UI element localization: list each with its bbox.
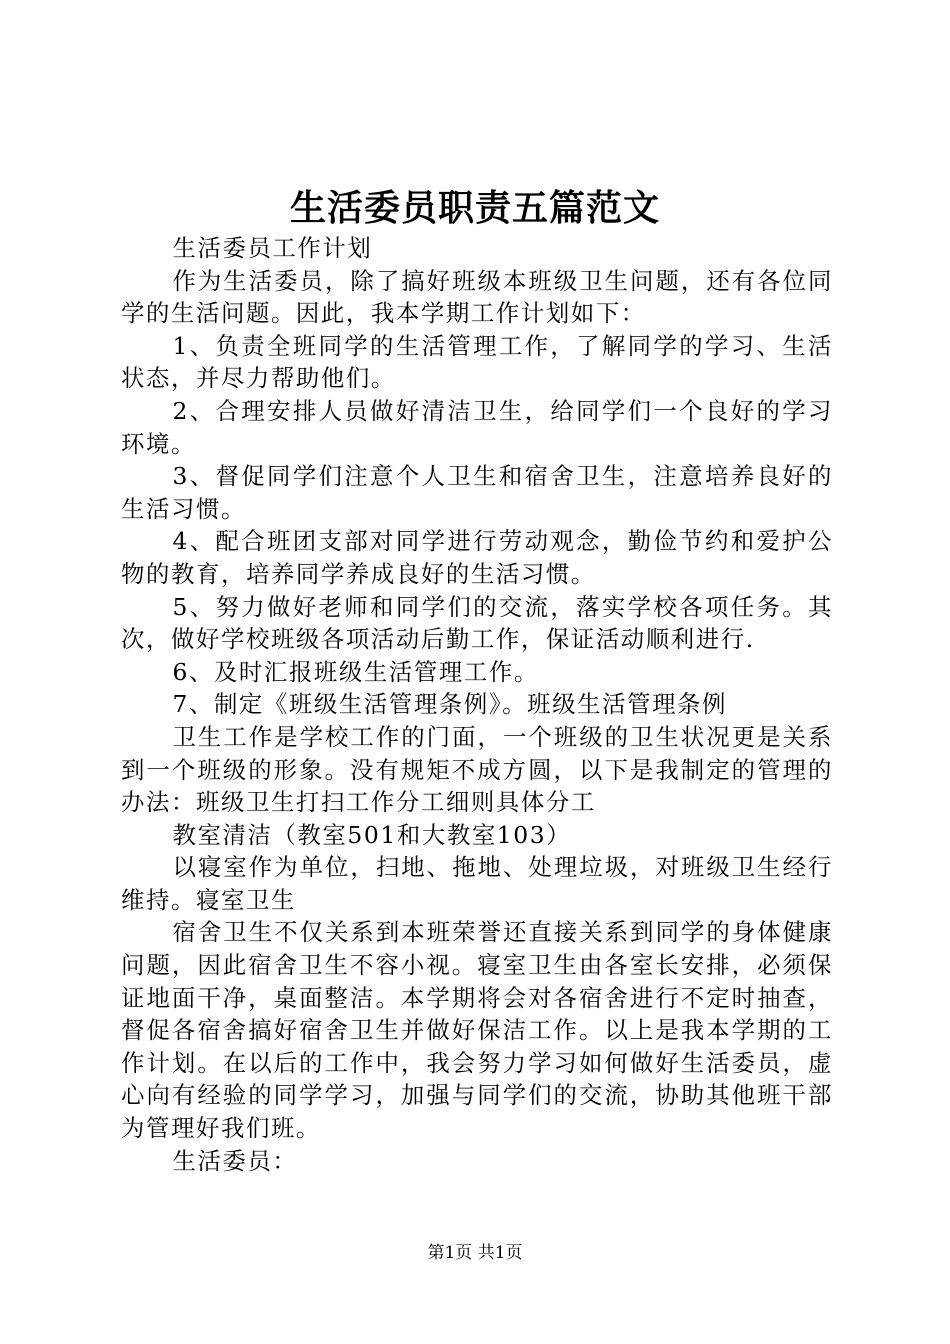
- paragraph-item-4: 4、配合班团支部对同学进行劳动观念，勤俭节约和爱护公物的教育，培养同学养成良好的生活习惯。: [121, 527, 833, 588]
- paragraph-item-1: 1、负责全班同学的生活管理工作，了解同学的学习、生活状态，并尽力帮助他们。: [121, 331, 833, 393]
- paragraph-signature: 生活委员：: [172, 1146, 298, 1175]
- paragraph-item-5: 5、努力做好老师和同学们的交流，落实学校各项任务。其次，做好学校班级各项活动后勤工作，保证活动顺利进行.: [121, 592, 833, 654]
- paragraph-intro: 作为生活委员，除了搞好班级本班级卫生问题，还有各位同学的生活问题。因此，我本学期工作计划如下：: [121, 266, 833, 328]
- paragraph-hygiene-intro: 卫生工作是学校工作的门面，一个班级的卫生状况更是关系到一个班级的形象。没有规矩不成方圆，以下是我制定的管理的办法：班级卫生打扫工作分工细则具体分工: [121, 722, 833, 817]
- paragraph-heading: 生活委员工作计划: [172, 234, 373, 262]
- paragraph-dorm-unit: 以寝室作为单位，扫地、拖地、处理垃圾，对班级卫生经行维持。寝室卫生: [121, 853, 833, 914]
- paragraph-item-3: 3、督促同学们注意个人卫生和宿舍卫生，注意培养良好的生活习惯。: [121, 462, 833, 523]
- page-footer: 第1页 共1页: [427, 1243, 523, 1263]
- paragraph-classroom: 教室清洁（教室501和大教室103）: [172, 820, 572, 849]
- paragraph-item-2: 2、合理安排人员做好清洁卫生，给同学们一个良好的学习环境。: [121, 396, 833, 458]
- paragraph-item-6: 6、及时汇报班级生活管理工作。: [172, 657, 539, 686]
- document-body: [121, 232, 833, 1177]
- paragraph-dorm-hygiene: 宿舍卫生不仅关系到本班荣誉还直接关系到同学的身体健康问题，因此宿舍卫生不容小视。寝室卫生由各室长安排，必须保证地面干净，桌面整洁。本学期将会对各宿舍进行不定时抽查，督促各宿舍搞好宿舍卫生并做好保洁工作。以上是我本学期的工作计划。在以后的工作中，我会努力学习如何做好生活委员，虚心向有经验的同学学习，加强与同学们的交流，协助其他班干部为管理好我们班。: [121, 918, 833, 1143]
- paragraph-item-7: 7、制定《班级生活管理条例》。班级生活管理条例: [172, 690, 728, 719]
- document-title: 生活委员职责五篇范文: [289, 187, 660, 229]
